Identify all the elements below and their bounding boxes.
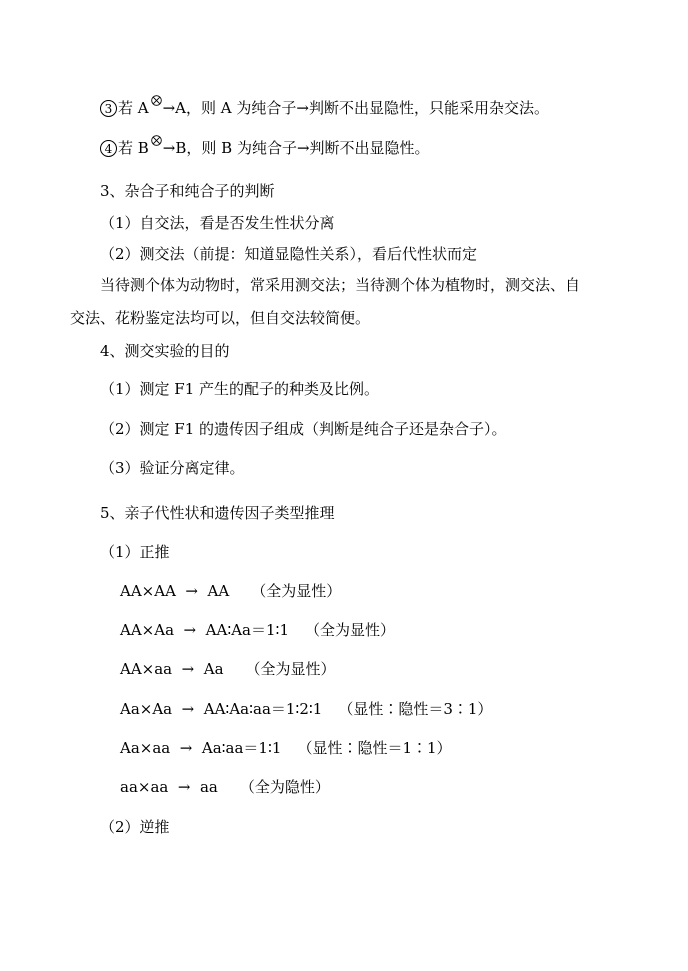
section-3-heading: 3、杂合子和纯合子的判断 bbox=[100, 182, 275, 200]
section-3-paragraph-line-2: 交法、花粉鉴定法均可以，但自交法较简便。 bbox=[70, 309, 371, 327]
cross-formula: Aa×Aa → AA∶Aa∶aa＝1∶2∶1 bbox=[120, 700, 323, 718]
cross-row bbox=[120, 737, 452, 759]
section-3-point-2: （2）测交法（前提：知道显隐性关系），看后代性状而定 bbox=[100, 245, 478, 263]
cross-result-note: （全为显性） bbox=[251, 582, 342, 600]
cross-row bbox=[120, 619, 395, 641]
cross-row bbox=[120, 658, 336, 680]
cross-result-note: （全为显性） bbox=[245, 660, 336, 678]
self-cross-symbol-icon bbox=[151, 95, 162, 106]
section-4-point-1: （1）测定 F1 产生的配子的种类及比例。 bbox=[100, 380, 380, 398]
cross-row bbox=[120, 580, 341, 602]
section-3-paragraph-line-1: 当待测个体为动物时，常采用测交法；当待测个体为植物时，测交法、自 bbox=[100, 276, 581, 294]
circled-number-3: 3 bbox=[100, 100, 117, 117]
section-5-heading: 5、亲子代性状和遗传因子类型推理 bbox=[100, 504, 335, 522]
cross-formula: Aa×aa → Aa∶aa＝1∶1 bbox=[120, 739, 282, 757]
cross-result-note: （全为显性） bbox=[305, 621, 396, 639]
section-4-point-3: （3）验证分离定律。 bbox=[100, 459, 245, 477]
section-3-point-1: （1）自交法，看是否发生性状分离 bbox=[100, 214, 335, 232]
item-3-line bbox=[100, 97, 549, 119]
cross-row bbox=[120, 776, 330, 798]
item-4-text: →B，则 B 为纯合子→判断不出显隐性。 bbox=[162, 139, 430, 157]
cross-result-note: （显性∶隐性＝1∶1） bbox=[297, 739, 452, 757]
cross-result-note: （显性∶隐性＝3∶1） bbox=[338, 700, 493, 718]
forward-inference-heading: （1）正推 bbox=[100, 543, 170, 561]
item-4-prefix: 若 B bbox=[118, 139, 149, 157]
section-4-point-2: （2）测定 F1 的遗传因子组成（判断是纯合子还是杂合子）。 bbox=[100, 420, 507, 438]
self-cross-symbol-icon bbox=[151, 135, 162, 146]
cross-result-note: （全为隐性） bbox=[239, 778, 330, 796]
circled-number-4: 4 bbox=[100, 140, 117, 157]
cross-formula: aa×aa → aa bbox=[120, 778, 218, 796]
item-3-prefix: 若 A bbox=[118, 99, 149, 117]
item-3-text: →A，则 A 为纯合子→判断不出显隐性，只能采用杂交法。 bbox=[162, 99, 549, 117]
item-4-line bbox=[100, 137, 430, 159]
cross-formula: AA×Aa → AA∶Aa＝1∶1 bbox=[120, 621, 289, 639]
section-4-heading: 4、测交实验的目的 bbox=[100, 342, 230, 360]
cross-formula: AA×AA → AA bbox=[120, 582, 230, 600]
cross-row bbox=[120, 698, 492, 720]
reverse-inference-heading: （2）逆推 bbox=[100, 818, 170, 836]
cross-formula: AA×aa → Aa bbox=[120, 660, 224, 678]
